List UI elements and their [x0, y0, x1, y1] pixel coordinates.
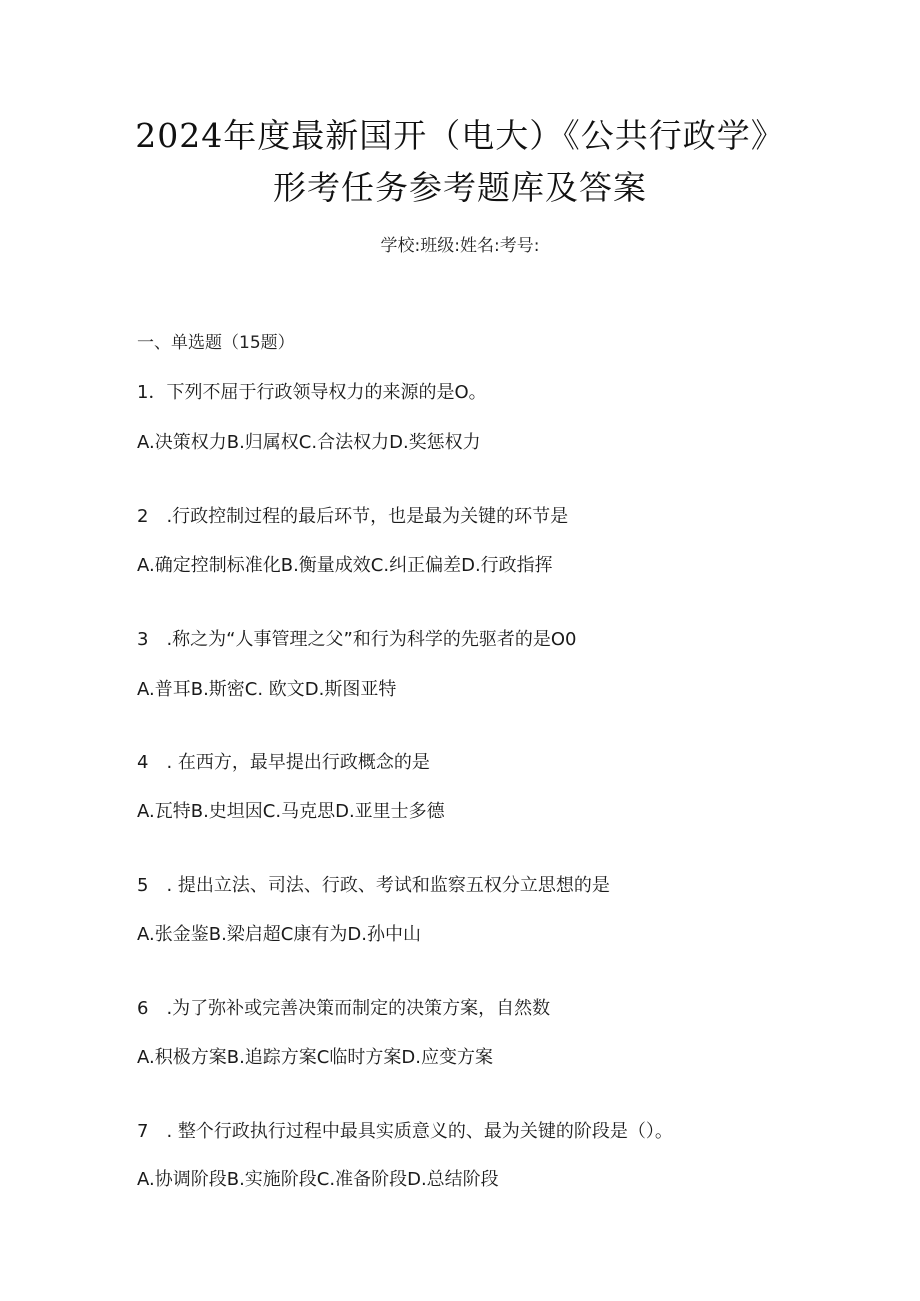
document-title-line-2: 形考任务参考题库及答案 [273, 168, 647, 207]
question-5-stem: 5 . 提出立法、司法、行政、考试和监察五权分立思想的是 [137, 875, 610, 896]
question-7-options: A.协调阶段B.实施阶段C.准备阶段D.总结阶段 [137, 1169, 499, 1190]
student-info-line: 学校:班级:姓名:考号: [380, 236, 540, 256]
question-4-stem: 4 . 在西方，最早提出行政概念的是 [137, 752, 430, 773]
question-3-stem: 3 .称之为“人事管理之父”和行为科学的先驱者的是O0 [137, 629, 577, 650]
question-2-stem: 2 .行政控制过程的最后环节，也是最为关键的环节是 [137, 506, 569, 527]
question-6-stem: 6 .为了弥补或完善决策而制定的决策方案，自然数 [137, 998, 551, 1019]
document-title-line-1: 2024年度最新国开（电大）《公共行政学》 [135, 116, 785, 155]
question-5-options: A.张金鉴B.梁启超C康有为D.孙中山 [137, 924, 421, 945]
question-1-stem: 1．下列不屈于行政领导权力的来源的是O。 [137, 382, 487, 403]
section-heading: 一、单选题（15题） [137, 333, 295, 353]
question-4-options: A.瓦特B.史坦因C.马克思D.亚里士多德 [137, 801, 445, 822]
question-7-stem: 7 . 整个行政执行过程中最具实质意义的、最为关键的阶段是（）。 [137, 1121, 673, 1142]
question-2-options: A.确定控制标准化B.衡量成效C.纠正偏差D.行政指挥 [137, 555, 553, 576]
question-6-options: A.积极方案B.追踪方案C临时方案D.应变方案 [137, 1047, 493, 1068]
question-1-options: A.决策权力B.归属权C.合法权力D.奖惩权力 [137, 432, 481, 453]
question-3-options: A.普耳B.斯密C. 欧文D.斯图亚特 [137, 679, 397, 700]
